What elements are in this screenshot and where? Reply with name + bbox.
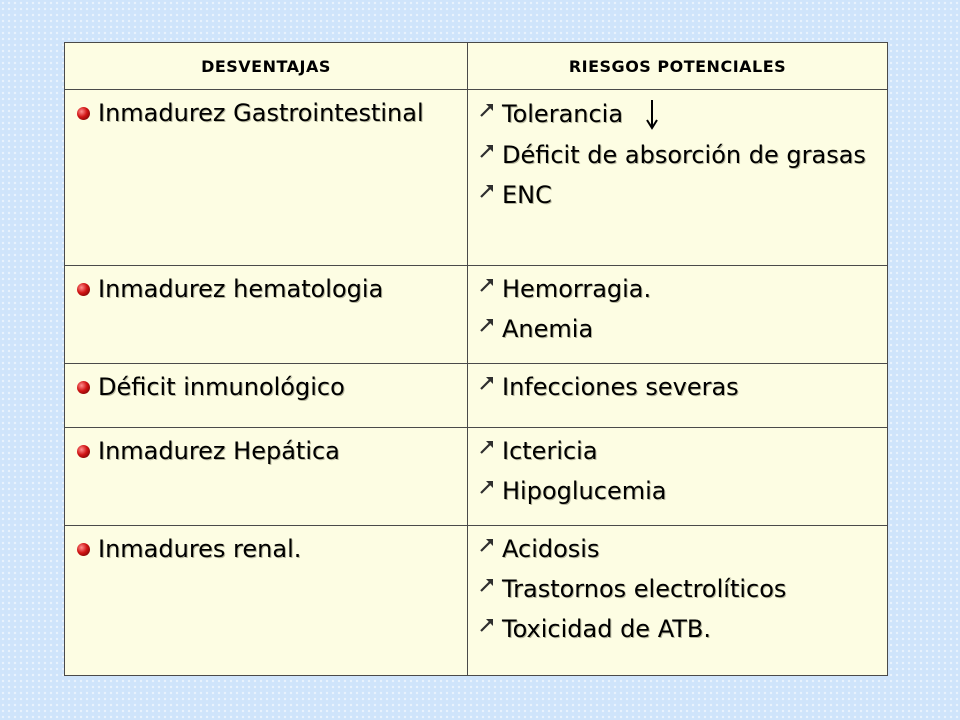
risk-cell bbox=[468, 364, 888, 428]
red-ball-icon bbox=[77, 445, 90, 458]
disadvantage-label: Inmadurez Gastrointestinal bbox=[98, 99, 424, 127]
risk-label: Toxicidad de ATB. bbox=[502, 615, 712, 643]
risk-item bbox=[478, 476, 883, 506]
disadvantage-label: Déficit inmunológico bbox=[98, 373, 345, 401]
pointer-arrow-icon bbox=[478, 438, 496, 456]
risk-label: Infecciones severas bbox=[502, 373, 739, 401]
red-ball-icon bbox=[77, 283, 90, 296]
pointer-arrow-icon bbox=[478, 374, 496, 392]
disadvantage-cell bbox=[65, 364, 468, 428]
risk-label: Ictericia bbox=[502, 437, 598, 465]
risk-item bbox=[478, 372, 883, 402]
disadvantage-item bbox=[77, 436, 463, 466]
header-row bbox=[65, 43, 888, 90]
pointer-arrow-icon bbox=[478, 101, 496, 119]
header-desventajas: DESVENTAJAS bbox=[65, 43, 468, 90]
disadvantage-cell bbox=[65, 90, 468, 266]
risk-label: Tolerancia bbox=[502, 100, 624, 128]
pointer-arrow-icon bbox=[478, 142, 496, 160]
disadvantage-label: Inmadurez hematologia bbox=[98, 275, 384, 303]
pointer-arrow-icon bbox=[478, 576, 496, 594]
table-row bbox=[65, 364, 888, 428]
disadvantage-label: Inmadurez Hepática bbox=[98, 437, 340, 465]
header-riesgos-potenciales: RIESGOS POTENCIALES bbox=[468, 43, 888, 90]
risk-label: Déficit de absorción de grasas bbox=[502, 141, 866, 169]
disadvantage-item bbox=[77, 274, 463, 304]
risk-cell bbox=[468, 90, 888, 266]
risk-label: Anemia bbox=[502, 315, 594, 343]
down-arrow-icon bbox=[645, 98, 659, 130]
risk-label: Hemorragia. bbox=[502, 275, 652, 303]
disadvantage-item bbox=[77, 372, 463, 402]
risk-item bbox=[478, 314, 883, 344]
pointer-arrow-icon bbox=[478, 276, 496, 294]
table-row bbox=[65, 428, 888, 526]
disadvantage-cell bbox=[65, 266, 468, 364]
risk-cell bbox=[468, 526, 888, 676]
red-ball-icon bbox=[77, 107, 90, 120]
risk-item bbox=[478, 574, 883, 604]
risk-item bbox=[478, 534, 883, 564]
risk-item bbox=[478, 436, 883, 466]
disadvantage-cell bbox=[65, 526, 468, 676]
pointer-arrow-icon bbox=[478, 536, 496, 554]
pointer-arrow-icon bbox=[478, 316, 496, 334]
table-row bbox=[65, 266, 888, 364]
risk-label: ENC bbox=[502, 181, 552, 209]
risk-label: Acidosis bbox=[502, 535, 600, 563]
risk-item bbox=[478, 180, 883, 210]
disadvantage-item bbox=[77, 98, 463, 128]
risk-label: Trastornos electrolíticos bbox=[502, 575, 787, 603]
risks-table bbox=[64, 42, 888, 676]
risk-item bbox=[478, 614, 883, 644]
red-ball-icon bbox=[77, 543, 90, 556]
disadvantage-item bbox=[77, 534, 463, 564]
pointer-arrow-icon bbox=[478, 182, 496, 200]
red-ball-icon bbox=[77, 381, 90, 394]
risk-label: Hipoglucemia bbox=[502, 477, 667, 505]
disadvantage-label: Inmadures renal. bbox=[98, 535, 302, 563]
pointer-arrow-icon bbox=[478, 616, 496, 634]
risk-item bbox=[478, 274, 883, 304]
risk-cell bbox=[468, 266, 888, 364]
risk-item bbox=[478, 98, 883, 130]
table-row bbox=[65, 526, 888, 676]
risk-item bbox=[478, 140, 883, 170]
table-row bbox=[65, 90, 888, 266]
pointer-arrow-icon bbox=[478, 478, 496, 496]
disadvantage-cell bbox=[65, 428, 468, 526]
risk-cell bbox=[468, 428, 888, 526]
